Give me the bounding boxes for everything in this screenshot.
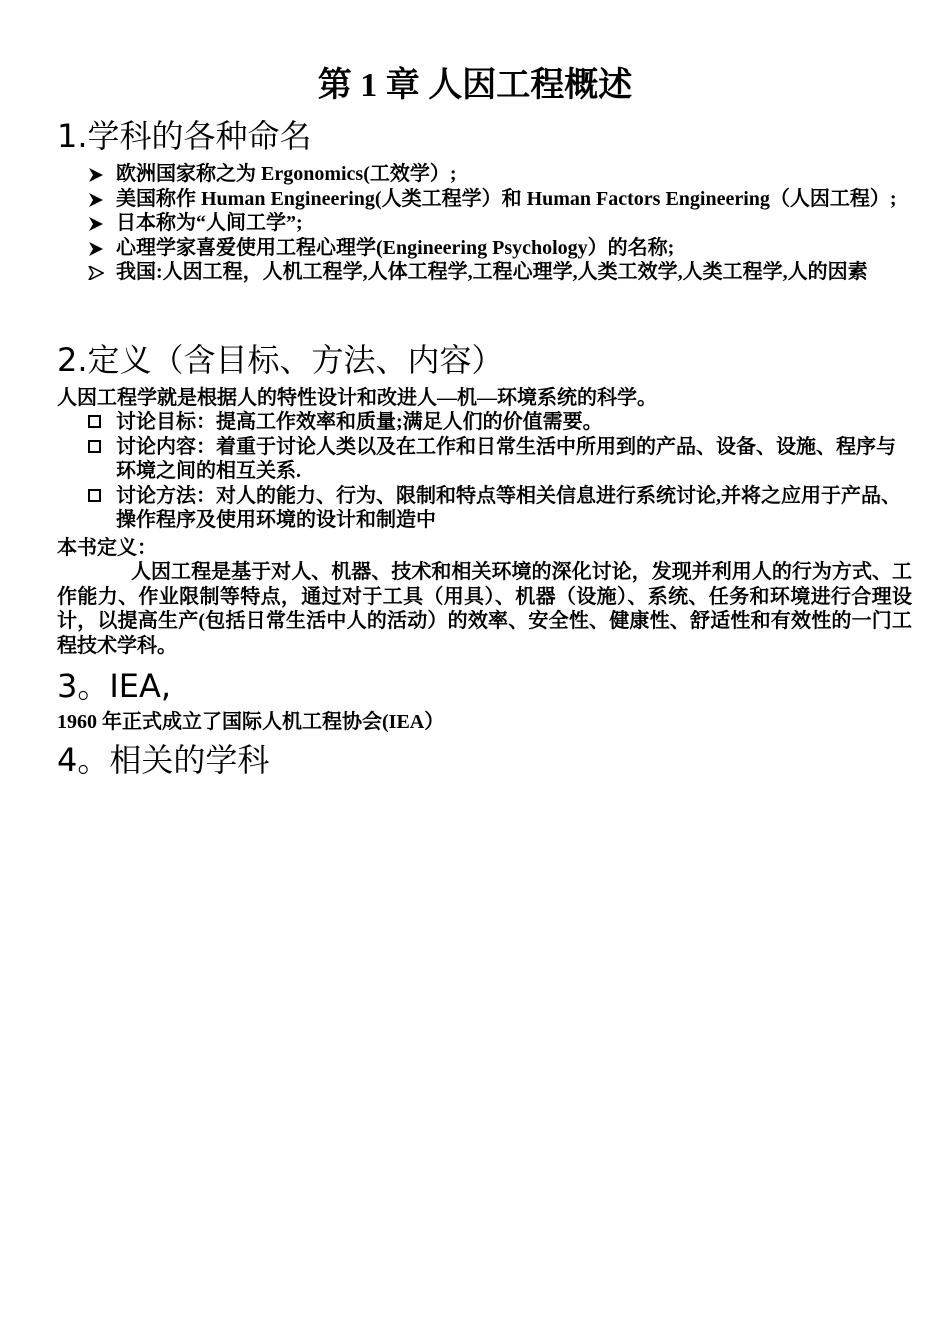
arrow-bullet-icon: [88, 193, 104, 207]
iea-text: 1960 年正式成立了国际人机工程协会(IEA）: [57, 711, 445, 733]
list-item-text: 日本称为“人间工学”;: [116, 212, 303, 234]
list-item: [86, 162, 906, 187]
checkbox-bullet-icon: [88, 415, 101, 428]
list-item: [86, 236, 906, 261]
section-4-heading: 4。相关的学科: [57, 741, 270, 779]
list-item: [86, 260, 906, 285]
list-item-text: 讨论目标：提高工作效率和质量;满足人们的价值需要。: [116, 411, 603, 433]
checkbox-bullet-icon: [88, 489, 101, 502]
discussion-list: [86, 410, 906, 533]
section-1-heading: 1.学科的各种命名: [57, 117, 312, 155]
arrow-bullet-icon: [88, 242, 104, 256]
list-item-text: 欧洲国家称之为 Ergonomics(工效学）;: [116, 163, 457, 185]
arrow-bullet-icon: [88, 217, 104, 231]
list-item-text: 美国称作 Human Engineering(人类工程学）和 Human Factors Engineering（人因工程）;: [116, 187, 897, 210]
checkbox-bullet-icon: [88, 440, 101, 453]
naming-list: [86, 162, 906, 285]
list-item-text: 讨论内容：着重于讨论人类以及在工作和日常生活中所用到的产品、设备、设施、程序与环境之间的相互关系.: [116, 435, 896, 482]
arrow-bullet-icon: [88, 266, 104, 280]
list-item: [86, 435, 906, 484]
arrow-bullet-icon: [88, 168, 104, 182]
book-definition-paragraph: 人因工程是基于对人、机器、技术和相关环境的深化讨论，发现并利用人的行为方式、工作能力、作业限制等特点，通过对于工具（用具）、机器（设施）、系统、任务和环境进行合理设计，以提高生产(包括日常生活中人的活动）的效率、安全性、健康性、舒适性和有效性的一门工程技术学科。: [57, 561, 912, 657]
list-item-text: 心理学家喜爱使用工程心理学(Engineering Psychology）的名称;: [116, 236, 675, 259]
list-item: [86, 484, 906, 533]
definition-intro: 人因工程学就是根据人的特性设计和改进人—机—环境系统的科学。: [57, 387, 657, 409]
section-2-heading: 2.定义（含目标、方法、内容）: [57, 341, 504, 379]
list-item-text: 我国:人因工程，人机工程学,人体工程学,工程心理学,人类工效学,人类工程学,人的因素: [116, 261, 868, 283]
list-item: [86, 211, 906, 236]
list-item: [86, 187, 906, 212]
list-item-text: 讨论方法：对人的能力、行为、限制和特点等相关信息进行系统讨论,并将之应用于产品、操作程序及使用环境的设计和制造中: [116, 484, 901, 531]
book-definition-label: 本书定义：: [57, 537, 157, 559]
list-item: [86, 410, 906, 435]
section-3-heading: 3。IEA,: [57, 667, 172, 705]
chapter-title: 第 1 章 人因工程概述: [317, 67, 633, 104]
